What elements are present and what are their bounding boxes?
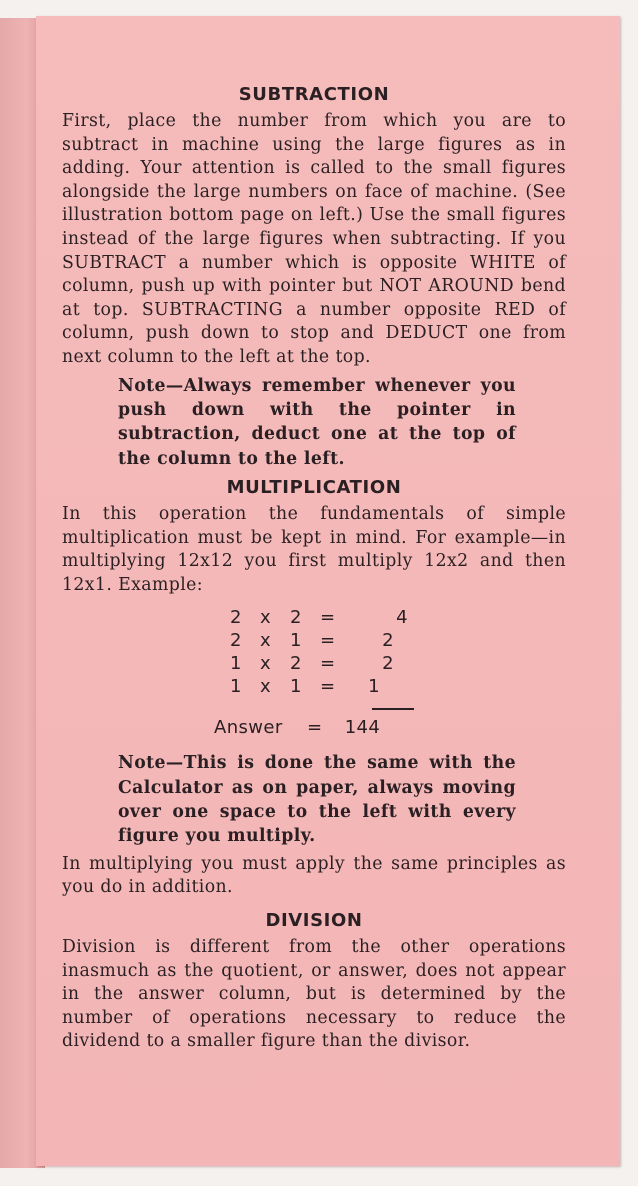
subtraction-heading: SUBTRACTION	[238, 84, 390, 105]
subtraction-note: Note—Always remember whenever you push down with the pointer in subtraction, deduct one at the top of the column to the left.	[118, 375, 516, 469]
multiplication-example	[230, 606, 566, 710]
division-heading: DIVISION	[265, 909, 363, 931]
multiplication-body: In this operation the fundamentals of simple multiplication must be kept in mind. For example—in multiplying 12x12 you first multiply 12x2 and then 12x1. Example:	[62, 504, 566, 595]
subtraction-body: First, place the number from which you are to subtract in machine using the large figures as in adding. Your attention is called to the small figures alongside the large numbers on face of machine. (See illustration bottom page on left.) Use the small figures instead of the large figures when subtracting. If you SUBTRACT a number which is opposite WHITE of column, push up with pointer but NOT AROUND bend at top. SUBTRACTING a number opposite RED of column, push down to stop and DEDUCT one from next column to the left at the top.	[62, 111, 566, 367]
example-row: 2 x 2 = 4	[230, 606, 408, 628]
answer-equals: =	[306, 716, 323, 738]
sum-rule	[372, 708, 414, 710]
example-row: 1 x 1 = 1	[230, 675, 380, 697]
multiplication-answer	[214, 716, 566, 740]
division-body: Division is different from the other operations inasmuch as the quotient, or answer, does not appear in the answer column, but is determined by the number of operations necessary to reduce the dividend to a smaller figure than the divisor.	[62, 936, 566, 1052]
answer-label: Answer	[214, 716, 283, 738]
example-row: 1 x 2 = 2	[230, 652, 394, 674]
multiplication-note: Note—This is done the same with the Calculator as on paper, always moving over one space to the left with every figure you multiply.	[118, 753, 516, 847]
instructions-text	[62, 82, 566, 1054]
multiplication-body-2: In multiplying you must apply the same principles as you do in addition.	[62, 853, 566, 898]
example-row: 2 x 1 = 2	[230, 629, 394, 651]
answer-value: 144	[344, 716, 381, 738]
multiplication-heading: MULTIPLICATION	[226, 477, 402, 499]
